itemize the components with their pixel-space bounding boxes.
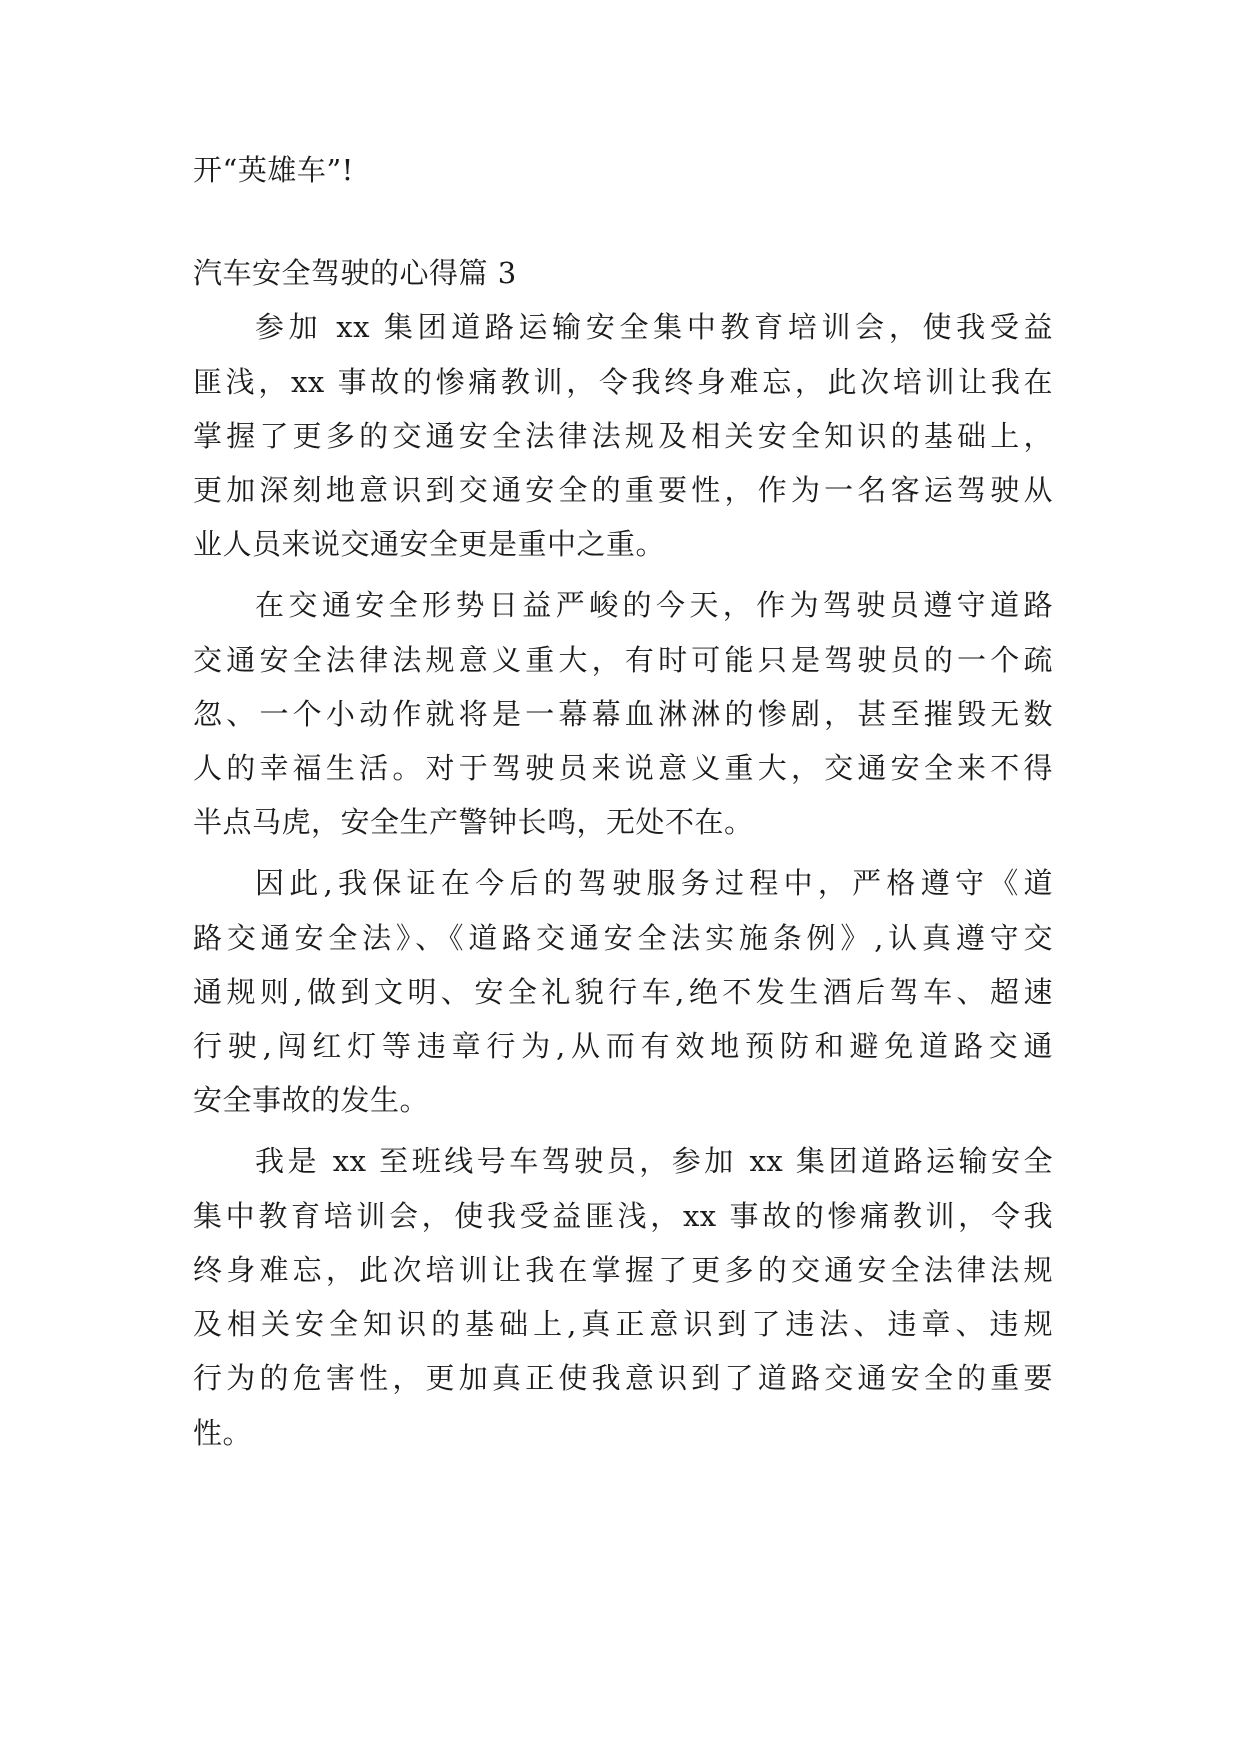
paragraph-3-line-3: 通规则,做到文明、安全礼貌行车,绝不发生酒后驾车、超速 (193, 975, 1053, 1009)
paragraph-4-line-5: 行为的危害性，更加真正使我意识到了道路交通安全的重要 (193, 1361, 1053, 1395)
paragraph-1-line-2: 匪浅，xx 事故的惨痛教训，令我终身难忘，此次培训让我在 (193, 365, 1053, 399)
paragraph-3-line-4: 行驶,闯红灯等违章行为,从而有效地预防和避免道路交通 (193, 1029, 1053, 1063)
paragraph-2-line-4: 人的幸福生活。对于驾驶员来说意义重大，交通安全来不得 (193, 751, 1053, 785)
paragraph-3-line-1: 因此,我保证在今后的驾驶服务过程中，严格遵守《道 (255, 866, 1053, 900)
paragraph-4-line-3: 终身难忘，此次培训让我在掌握了更多的交通安全法律法规 (193, 1253, 1053, 1287)
paragraph-3-line-2: 路交通安全法》、《道路交通安全法实施条例》,认真遵守交 (193, 921, 1053, 955)
text-line-carryover: 开“英雄车”! (193, 153, 354, 187)
paragraph-4-line-1: 我是 xx 至班线号车驾驶员，参加 xx 集团道路运输安全 (255, 1144, 1053, 1178)
paragraph-2-line-5: 半点马虎，安全生产警钟长鸣，无处不在。 (193, 805, 754, 839)
paragraph-4-line-6: 性。 (193, 1416, 253, 1450)
paragraph-1-line-5: 业人员来说交通安全更是重中之重。 (193, 527, 666, 561)
paragraph-1-line-1: 参加 xx 集团道路运输安全集中教育培训会，使我受益 (255, 310, 1053, 344)
paragraph-2-line-3: 忽、一个小动作就将是一幕幕血淋淋的惨剧，甚至摧毁无数 (193, 697, 1053, 731)
section-heading: 汽车安全驾驶的心得篇 3 (193, 256, 517, 290)
paragraph-4-line-2: 集中教育培训会，使我受益匪浅，xx 事故的惨痛教训，令我 (193, 1199, 1053, 1233)
paragraph-1-line-4: 更加深刻地意识到交通安全的重要性，作为一名客运驾驶从 (193, 473, 1053, 507)
paragraph-2-line-1: 在交通安全形势日益严峻的今天，作为驾驶员遵守道路 (255, 588, 1053, 622)
paragraph-2-line-2: 交通安全法律法规意义重大，有时可能只是驾驶员的一个疏 (193, 643, 1053, 677)
paragraph-1-line-3: 掌握了更多的交通安全法律法规及相关安全知识的基础上， (193, 419, 1053, 453)
paragraph-3-line-5: 安全事故的发生。 (193, 1083, 430, 1117)
paragraph-4-line-4: 及相关安全知识的基础上,真正意识到了违法、违章、违规 (193, 1307, 1053, 1341)
